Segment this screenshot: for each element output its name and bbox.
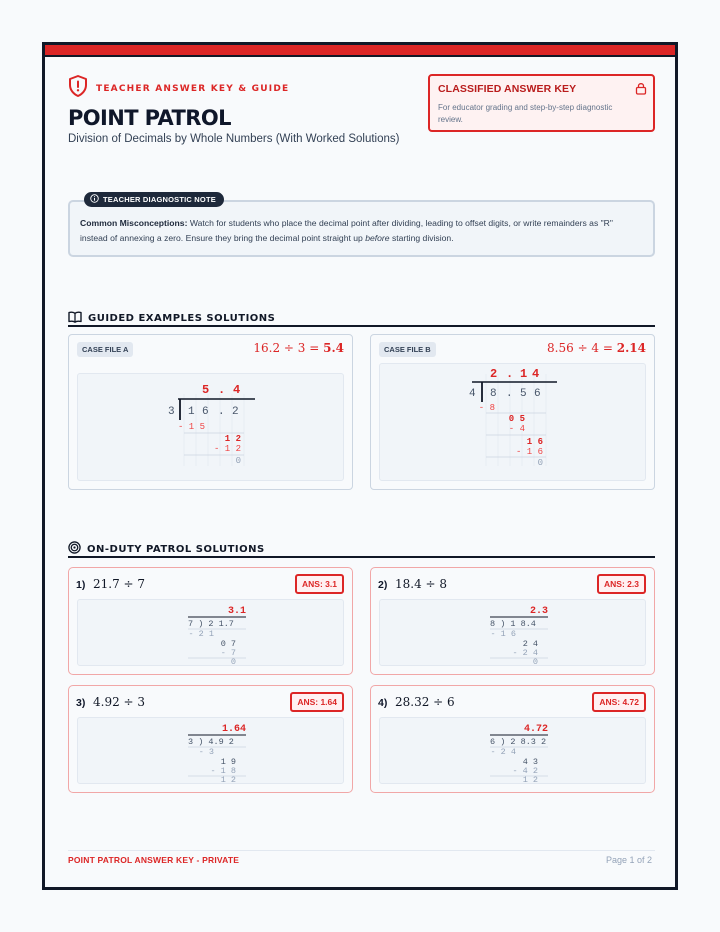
work-line: 2 4 bbox=[522, 639, 538, 649]
work-line: - 2 4 bbox=[490, 747, 516, 757]
patrol-section-title: ON-DUTY PATROL SOLUTIONS bbox=[87, 543, 265, 555]
page-title: POINT PATROL bbox=[68, 106, 231, 130]
note-text-1: Watch for students who place the decimal point after dividing, leading to offset digits, or write remainders as "R" instead of annexing a zero. Ensure they bring the decimal point straight up bbox=[80, 218, 613, 243]
quotient: 1.64 bbox=[221, 724, 246, 735]
note-lead: Common Misconceptions: bbox=[80, 218, 188, 228]
guided-section-header bbox=[68, 311, 655, 327]
case-work-area bbox=[77, 373, 344, 481]
lock-icon bbox=[635, 82, 647, 100]
work-step: - 8 bbox=[478, 403, 495, 413]
division-header: 7 ) 2 1.7 bbox=[188, 619, 234, 629]
work-line: - 1 8 bbox=[210, 766, 236, 776]
problem-equation: 21.7 ÷ 7 bbox=[93, 577, 146, 591]
case-answer: 2.14 bbox=[616, 341, 646, 355]
work-step: 0 5 bbox=[508, 414, 525, 424]
remainder: 0 bbox=[235, 456, 241, 466]
quotient-digit: 4 bbox=[233, 383, 241, 397]
problem-number: 2) bbox=[378, 579, 388, 591]
remainder: 1 2 bbox=[220, 775, 236, 784]
work-line: 4 3 bbox=[522, 757, 538, 767]
case-equation-text: 8.56 ÷ 4 = bbox=[547, 341, 617, 355]
case-answer: 5.4 bbox=[323, 341, 344, 355]
patrol-problem-card bbox=[370, 685, 655, 793]
classified-answer-key-box bbox=[428, 74, 655, 132]
dividend-digit: 1 bbox=[188, 406, 195, 418]
worked-solution bbox=[78, 600, 345, 666]
work-line: - 1 6 bbox=[490, 629, 516, 639]
note-badge bbox=[84, 192, 224, 207]
answer-badge: ANS: 2.3 bbox=[597, 574, 646, 594]
remainder: 0 bbox=[230, 657, 236, 666]
divisor: 3 bbox=[168, 406, 175, 418]
division-header: 6 ) 2 8.3 2 bbox=[490, 737, 547, 747]
patrol-problem-card bbox=[68, 685, 353, 793]
problem-work-area bbox=[77, 599, 344, 666]
work-line: - 3 bbox=[198, 747, 214, 757]
worksheet-page bbox=[42, 42, 678, 890]
remainder: 1 2 bbox=[522, 775, 538, 784]
note-text bbox=[80, 216, 643, 246]
problem-work-area bbox=[379, 599, 646, 666]
dividend-digit: 5 bbox=[520, 388, 527, 400]
teacher-diagnostic-note bbox=[68, 195, 655, 257]
dividend-digit: 8 bbox=[490, 388, 497, 400]
patrol-problem-card bbox=[68, 567, 353, 675]
long-division-b bbox=[380, 364, 647, 482]
problem-number: 3) bbox=[76, 697, 86, 709]
quotient-digit: 2 bbox=[490, 367, 498, 381]
dividend-digit: 6 bbox=[534, 388, 541, 400]
dividend-digit: 2 bbox=[232, 406, 239, 418]
problem-equation: 18.4 ÷ 8 bbox=[395, 577, 448, 591]
work-line: - 4 2 bbox=[512, 766, 538, 776]
patrol-section-header bbox=[68, 542, 655, 558]
dividend-digit: 6 bbox=[202, 406, 209, 418]
quotient: 4.72 bbox=[523, 724, 548, 735]
footer-label: POINT PATROL ANSWER KEY - PRIVATE bbox=[68, 855, 240, 865]
quotient-point: . bbox=[506, 367, 514, 381]
quotient-digit: 4 bbox=[532, 367, 540, 381]
problem-work-area bbox=[379, 717, 646, 784]
case-equation bbox=[253, 341, 344, 355]
case-label: CASE FILE A bbox=[77, 342, 133, 357]
case-file-a bbox=[68, 334, 353, 490]
note-emphasis: before bbox=[365, 233, 390, 243]
target-icon bbox=[68, 541, 81, 557]
classified-title: CLASSIFIED ANSWER KEY bbox=[438, 83, 577, 95]
work-step: 1 2 bbox=[224, 434, 241, 444]
case-equation bbox=[547, 341, 646, 355]
work-step: - 1 5 bbox=[177, 422, 205, 432]
divisor: 4 bbox=[469, 388, 476, 400]
quotient-digit: 5 bbox=[202, 383, 210, 397]
work-step: - 1 6 bbox=[515, 447, 543, 457]
long-division-a bbox=[78, 374, 345, 482]
work-step: - 1 2 bbox=[213, 444, 241, 454]
remainder: 0 bbox=[537, 458, 543, 468]
note-text-2: starting division. bbox=[389, 233, 454, 243]
problem-work-area bbox=[77, 717, 344, 784]
case-work-area bbox=[379, 363, 646, 481]
dividend-point: . bbox=[506, 388, 513, 400]
quotient-point: . bbox=[218, 383, 226, 397]
answer-badge: ANS: 1.64 bbox=[290, 692, 344, 712]
worked-solution bbox=[380, 718, 647, 784]
book-open-icon bbox=[68, 311, 82, 326]
work-step: 1 6 bbox=[526, 437, 543, 447]
division-header: 8 ) 1 8.4 bbox=[490, 619, 536, 629]
quotient: 3.1 bbox=[227, 606, 246, 617]
case-file-b bbox=[370, 334, 655, 490]
problem-equation: 4.92 ÷ 3 bbox=[93, 695, 146, 709]
case-equation-text: 16.2 ÷ 3 = bbox=[253, 341, 324, 355]
problem-number: 4) bbox=[378, 697, 388, 709]
top-accent-bar bbox=[45, 45, 675, 57]
work-line: - 2 1 bbox=[188, 629, 214, 639]
work-line: 0 7 bbox=[220, 639, 236, 649]
eyebrow bbox=[68, 75, 399, 102]
worked-solution bbox=[380, 600, 647, 666]
shield-alert-icon bbox=[68, 75, 88, 102]
worked-solution bbox=[78, 718, 345, 784]
footer-divider bbox=[68, 850, 655, 851]
problem-equation: 28.32 ÷ 6 bbox=[395, 695, 455, 709]
dividend-point: . bbox=[218, 406, 225, 418]
quotient: 2.3 bbox=[529, 606, 548, 617]
work-step: - 4 bbox=[508, 424, 525, 434]
guided-section-title: GUIDED EXAMPLES SOLUTIONS bbox=[88, 312, 276, 324]
page-subtitle: Division of Decimals by Whole Numbers (With Worked Solutions) bbox=[68, 133, 400, 145]
work-line: 1 9 bbox=[220, 757, 236, 767]
classified-description: For educator grading and step-by-step diagnostic review. bbox=[438, 103, 613, 124]
page-number: Page 1 of 2 bbox=[605, 855, 652, 865]
case-label: CASE FILE B bbox=[379, 342, 436, 357]
note-badge-label: TEACHER DIAGNOSTIC NOTE bbox=[103, 195, 216, 204]
quotient-digit: 1 bbox=[520, 367, 528, 381]
eyebrow-text: TEACHER ANSWER KEY & GUIDE bbox=[96, 83, 290, 94]
answer-badge: ANS: 4.72 bbox=[592, 692, 646, 712]
work-line: - 7 bbox=[220, 648, 236, 658]
patrol-problem-card bbox=[370, 567, 655, 675]
work-line: - 2 4 bbox=[512, 648, 538, 658]
header bbox=[68, 75, 399, 145]
remainder: 0 bbox=[532, 657, 538, 666]
problem-number: 1) bbox=[76, 579, 86, 591]
answer-badge: ANS: 3.1 bbox=[295, 574, 344, 594]
division-header: 3 ) 4.9 2 bbox=[188, 737, 234, 747]
info-icon bbox=[90, 194, 99, 205]
